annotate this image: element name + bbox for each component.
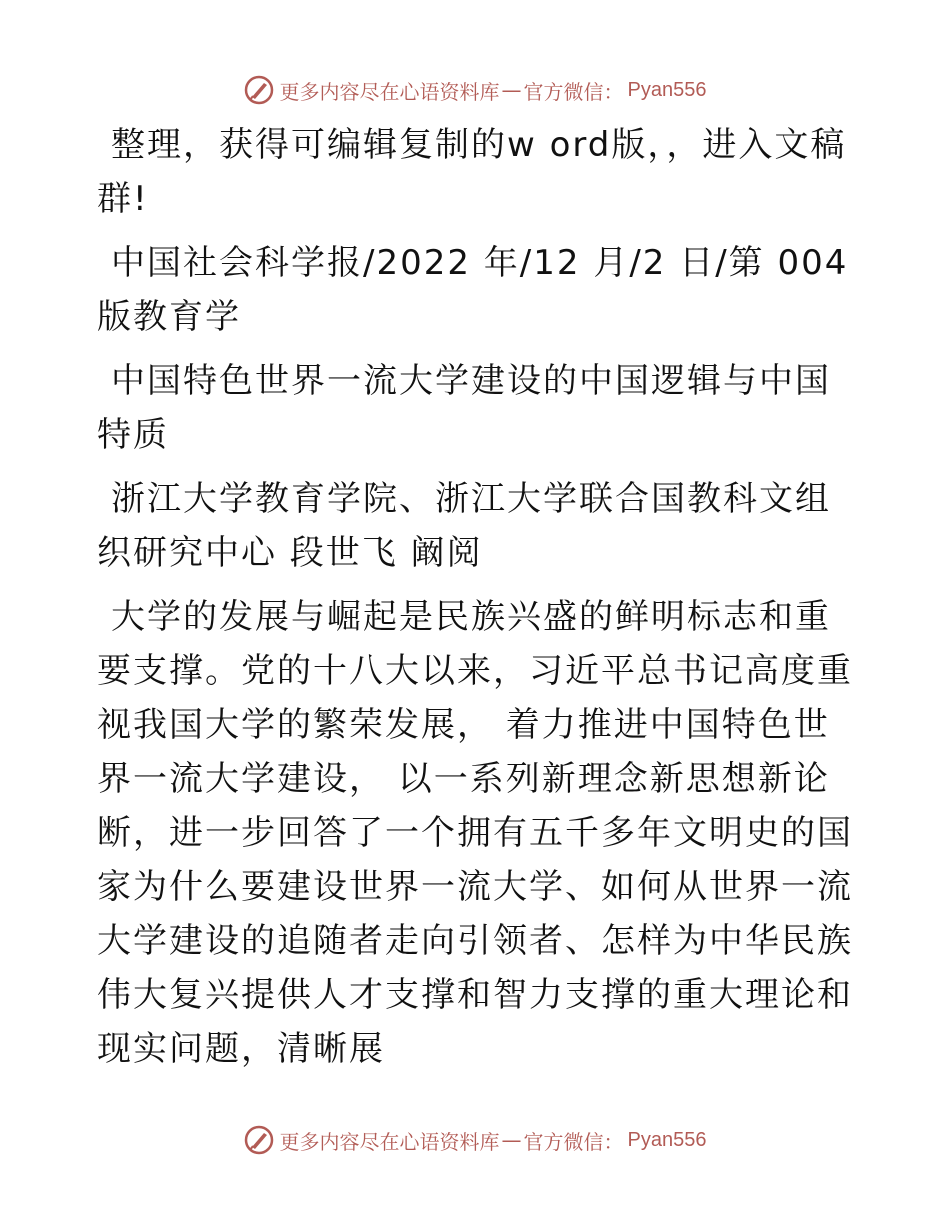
article-title: 中国特色世界一流大学建设的中国逻辑与中国特质 xyxy=(97,361,831,455)
header-watermark xyxy=(0,70,950,110)
author-line: 浙江大学教育学院、浙江大学联合国教科文组织研究中心 段世飞 阚阅 xyxy=(97,479,831,573)
document-body xyxy=(97,118,857,1086)
watermark-wechat-id: Pyan556 xyxy=(627,1128,707,1151)
quill-pen-logo-icon xyxy=(244,1125,274,1155)
intro-note: 整理，获得可编辑复制的w ord版，，进入文稿群! xyxy=(97,125,847,219)
body-paragraph: 大学的发展与崛起是民族兴盛的鲜明标志和重要支撑。党的十八大以来，习近平总书记高度重视我国大学的繁荣发展， 着力推进中国特色世界一流大学建设， 以一系列新理念新思想新论断，进一步回答了一个拥有五千多年文明史的国家为什么要建设世界一流大学、如何从世界一流大学建设的追随者走向引领者、怎样为中华民族伟大复兴提供人才支撑和智力支撑的重大理论和现实问题，清晰展 xyxy=(97,597,853,1069)
source-line: 中国社会科学报/2022 年/12 月/2 日/第 004 版教育学 xyxy=(97,243,849,337)
watermark-wechat-id: Pyan556 xyxy=(627,78,707,101)
watermark-text: 更多内容尽在心语资料库 xyxy=(279,79,500,104)
watermark-wechat-label: 官方微信： xyxy=(523,1129,624,1154)
quill-pen-logo-icon xyxy=(244,75,274,105)
watermark-wechat-label: 官方微信： xyxy=(523,79,624,104)
watermark-text: 更多内容尽在心语资料库 xyxy=(279,1129,500,1154)
watermark-dash: — xyxy=(501,1128,522,1152)
watermark-dash: — xyxy=(501,78,522,102)
footer-watermark xyxy=(0,1120,950,1160)
